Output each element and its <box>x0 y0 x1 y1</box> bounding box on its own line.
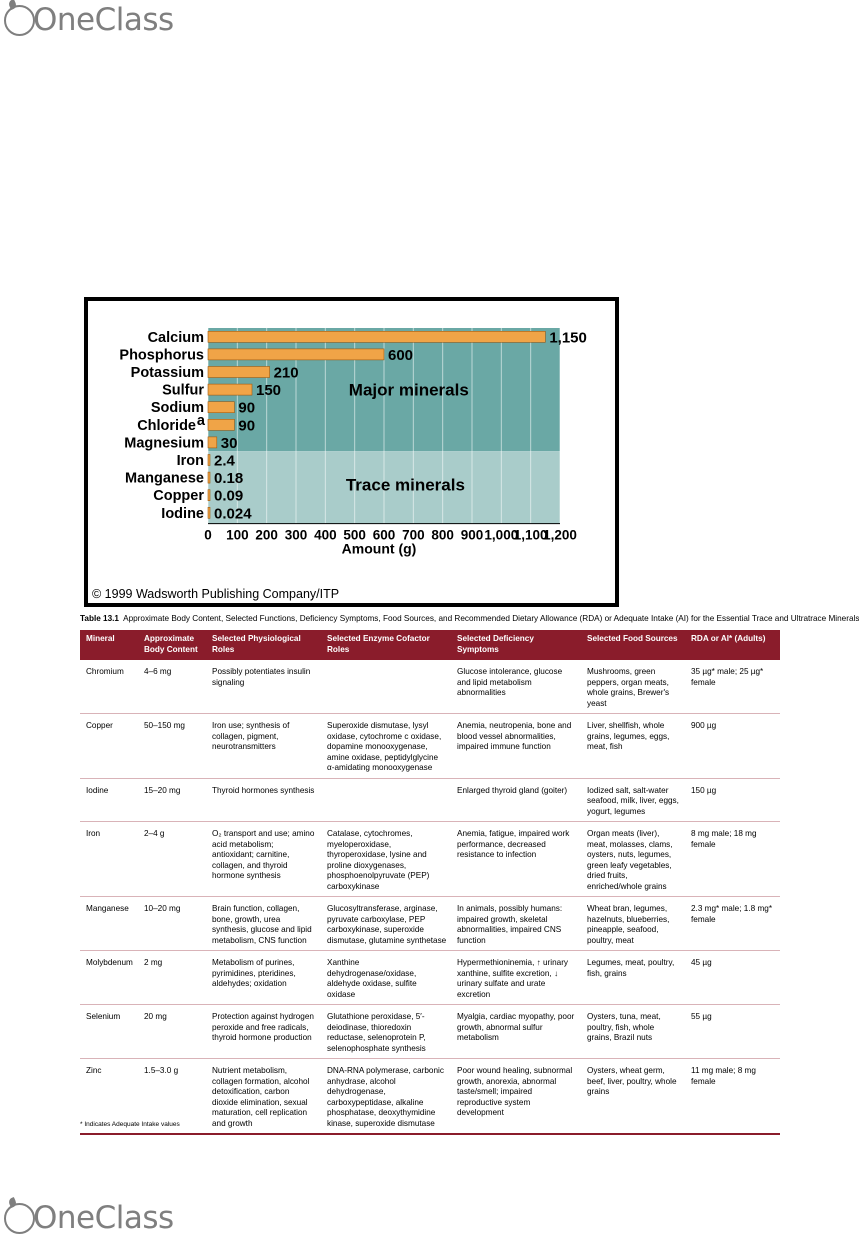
cell-rda: 55 µg <box>685 1005 780 1059</box>
cell-enzyme-roles: Glucosyltransferase, arginase, pyruvate carboxylase, PEP carboxykinase, superoxide dismutase, glutamine synthetase <box>321 897 451 951</box>
table-caption-text: Approximate Body Content, Selected Functions, Deficiency Symptoms, Food Sources, and Recommended Dietary Allowance (RDA) or Adequate Intake (AI) for the Essential Trace and Ultratrace Minerals <box>123 614 859 623</box>
table-row <box>80 1005 780 1059</box>
cell-deficiency-symptoms: In animals, possibly humans: impaired growth, skeletal abnormalities, impaired CNS function <box>451 897 581 951</box>
cell-rda: 45 µg <box>685 951 780 1005</box>
table-row <box>80 660 780 714</box>
value-label: 90 <box>238 417 256 435</box>
cell-enzyme-roles: Superoxide dismutase, lysyl oxidase, cytochrome c oxidase, dopamine monooxygenase, amine oxidase, peptidylglycine α-amidating monooxygenase <box>321 714 451 779</box>
cell-enzyme-roles <box>321 778 451 822</box>
value-label: 0.18 <box>214 470 244 488</box>
trace-minerals-table <box>80 630 780 1135</box>
group-label: Trace minerals <box>345 475 465 495</box>
cell-physiological-roles: Brain function, collagen, bone, growth, urea synthesis, glucose and lipid metabolism, CNS function <box>206 897 321 951</box>
value-label: 1,150 <box>549 329 587 347</box>
cell-food-sources: Liver, shellfish, whole grains, legumes, eggs, meat, fish <box>581 714 685 779</box>
cell-mineral: Copper <box>80 714 138 779</box>
cell-physiological-roles: Metabolism of purines, pyrimidines, pteridines, aldehydes; oxidation <box>206 951 321 1005</box>
bar <box>208 349 384 360</box>
x-tick-label: 0 <box>204 527 212 543</box>
column-header-mineral: Mineral <box>80 630 138 660</box>
column-header-food-sources: Selected Food Sources <box>581 630 685 660</box>
cell-body-content: 2 mg <box>138 951 206 1005</box>
x-tick-label: 700 <box>402 527 425 543</box>
cell-physiological-roles: Nutrient metabolism, collagen formation, alcohol detoxification, carbon dioxide elimination, sexual maturation, cell replication and growth <box>206 1059 321 1135</box>
bar <box>208 455 210 466</box>
bar <box>208 384 252 395</box>
table-row <box>80 822 780 897</box>
cell-rda: 900 µg <box>685 714 780 779</box>
table-caption <box>80 614 859 623</box>
cell-body-content: 10–20 mg <box>138 897 206 951</box>
cell-deficiency-symptoms: Myalgia, cardiac myopathy, poor growth, abnormal sulfur metabolism <box>451 1005 581 1059</box>
bar <box>208 367 270 378</box>
chart-copyright: © 1999 Wadsworth Publishing Company/ITP <box>92 587 340 601</box>
cell-food-sources: Oysters, wheat germ, beef, liver, poultry, whole grains <box>581 1059 685 1135</box>
cell-body-content: 15–20 mg <box>138 778 206 822</box>
cell-body-content: 50–150 mg <box>138 714 206 779</box>
bar <box>208 331 545 342</box>
cell-enzyme-roles: Xanthine dehydrogenase/oxidase, aldehyde oxidase, sulfite oxidase <box>321 951 451 1005</box>
logo-text: OneClass <box>33 2 174 38</box>
column-header-body-content: Approximate Body Content <box>138 630 206 660</box>
cell-physiological-roles: Iron use; synthesis of collagen, pigment, neurotransmitters <box>206 714 321 779</box>
cell-body-content: 2–4 g <box>138 822 206 897</box>
cell-food-sources: Iodized salt, salt-water seafood, milk, liver, eggs, yogurt, legumes <box>581 778 685 822</box>
cell-mineral: Iodine <box>80 778 138 822</box>
column-header-deficiency-symptoms: Selected Deficiency Symptoms <box>451 630 581 660</box>
cell-mineral: Selenium <box>80 1005 138 1059</box>
bar <box>208 402 234 413</box>
cell-mineral: Iron <box>80 822 138 897</box>
category-label: Iron <box>176 453 204 469</box>
bar <box>208 490 210 501</box>
x-tick-label: 300 <box>284 527 308 543</box>
chart-canvas <box>88 301 615 603</box>
cell-body-content: 1.5–3.0 g <box>138 1059 206 1135</box>
x-tick-label: 1,000 <box>484 527 519 543</box>
table-row <box>80 714 780 779</box>
bar <box>208 419 234 430</box>
value-label: 0.09 <box>214 487 244 505</box>
cell-food-sources: Legumes, meat, poultry, fish, grains <box>581 951 685 1005</box>
cell-rda: 150 µg <box>685 778 780 822</box>
x-tick-label: 500 <box>343 527 366 543</box>
cell-physiological-roles: Possibly potentiates insulin signaling <box>206 660 321 714</box>
column-header-rda: RDA or AI* (Adults) <box>685 630 780 660</box>
x-axis-title: Amount (g) <box>341 540 417 557</box>
oneclass-leaf-icon <box>4 1203 35 1234</box>
category-label: Chloride <box>137 417 196 434</box>
value-label: 0.024 <box>214 505 252 523</box>
cell-food-sources: Mushrooms, green peppers, organ meats, whole grains, Brewer's yeast <box>581 660 685 714</box>
value-label: 210 <box>273 364 299 382</box>
bar <box>208 437 217 448</box>
group-label: Major minerals <box>348 380 469 400</box>
oneclass-logo <box>4 2 174 38</box>
oneclass-logo-footer <box>4 1200 174 1236</box>
category-label: Magnesium <box>124 435 204 452</box>
category-label: Potassium <box>130 365 204 381</box>
table-row <box>80 897 780 951</box>
cell-enzyme-roles <box>321 660 451 714</box>
cell-enzyme-roles: Catalase, cytochromes, myeloperoxidase, thyroperoxidase, lysine and proline dioxygenases, phosphoenolpyruvate (PEP) carboxykinase <box>321 822 451 897</box>
category-label: Manganese <box>125 470 204 487</box>
value-label: 150 <box>256 382 282 400</box>
cell-enzyme-roles: Glutathione peroxidase, 5′-deiodinase, thioredoxin reductase, selenoprotein P, selenophosphate synthesis <box>321 1005 451 1059</box>
table-row <box>80 1059 780 1135</box>
category-label: Calcium <box>147 329 204 346</box>
bar <box>208 507 210 518</box>
category-label: Iodine <box>161 505 204 522</box>
cell-mineral: Zinc <box>80 1059 138 1135</box>
cell-body-content: 4–6 mg <box>138 660 206 714</box>
cell-food-sources: Organ meats (liver), meat, molasses, clams, oysters, nuts, legumes, green leafy vegetables, dried fruits, enriched/whole grains <box>581 822 685 897</box>
x-tick-label: 1,200 <box>543 527 577 543</box>
cell-deficiency-symptoms: Hypermethioninemia, ↑ urinary xanthine, sulfite excretion, ↓ urinary sulfate and urate excretion <box>451 951 581 1005</box>
cell-physiological-roles: O₂ transport and use; amino acid metabolism; antioxidant; carnitine, collagen, and thyroid hormone synthesis <box>206 822 321 897</box>
x-tick-label: 1,100 <box>513 527 548 543</box>
category-label: Sodium <box>150 400 204 417</box>
table-header-row <box>80 630 780 660</box>
cell-physiological-roles: Thyroid hormones synthesis <box>206 778 321 822</box>
column-header-enzyme-roles: Selected Enzyme Cofactor Roles <box>321 630 451 660</box>
cell-rda: 11 mg male; 8 mg female <box>685 1059 780 1135</box>
x-tick-label: 900 <box>460 527 484 543</box>
cell-food-sources: Wheat bran, legumes, hazelnuts, blueberries, pineapple, seafood, poultry, meat <box>581 897 685 951</box>
x-tick-label: 100 <box>226 527 249 543</box>
cell-deficiency-symptoms: Anemia, fatigue, impaired work performance, decreased resistance to infection <box>451 822 581 897</box>
cell-rda: 8 mg male; 18 mg female <box>685 822 780 897</box>
column-header-physiological-roles: Selected Physiological Roles <box>206 630 321 660</box>
category-label: Copper <box>153 488 204 505</box>
value-label: 30 <box>220 434 238 452</box>
mineral-content-chart <box>84 297 619 607</box>
x-tick-label: 800 <box>431 527 454 543</box>
x-tick-label: 600 <box>372 527 396 543</box>
table-row <box>80 778 780 822</box>
oneclass-leaf-icon <box>4 5 35 36</box>
cell-body-content: 20 mg <box>138 1005 206 1059</box>
bar <box>208 472 210 483</box>
x-tick-label: 200 <box>255 527 278 543</box>
value-label: 600 <box>388 346 414 364</box>
cell-mineral: Manganese <box>80 897 138 951</box>
cell-rda: 2.3 mg* male; 1.8 mg* female <box>685 897 780 951</box>
category-superscript: a <box>196 412 205 429</box>
cell-food-sources: Oysters, tuna, meat, poultry, fish, whole grains, Brazil nuts <box>581 1005 685 1059</box>
table-caption-label: Table 13.1 <box>80 614 119 623</box>
cell-deficiency-symptoms: Poor wound healing, subnormal growth, anorexia, abnormal taste/smell; impaired reproductive system development <box>451 1059 581 1135</box>
cell-deficiency-symptoms: Enlarged thyroid gland (goiter) <box>451 778 581 822</box>
table-footnote: * Indicates Adequate Intake values <box>80 1121 180 1128</box>
category-label: Sulfur <box>162 382 204 399</box>
category-label: Phosphorus <box>119 347 204 364</box>
cell-physiological-roles: Protection against hydrogen peroxide and free radicals, thyroid hormone production <box>206 1005 321 1059</box>
cell-enzyme-roles: DNA-RNA polymerase, carbonic anhydrase, alcohol dehydrogenase, carboxypeptidase, alkaline phosphatase, deoxythymidine kinase, superoxide dismutase <box>321 1059 451 1135</box>
x-tick-label: 400 <box>314 527 337 543</box>
cell-rda: 35 µg* male; 25 µg* female <box>685 660 780 714</box>
cell-deficiency-symptoms: Glucose intolerance, glucose and lipid metabolism abnormalities <box>451 660 581 714</box>
cell-mineral: Chromium <box>80 660 138 714</box>
logo-text: OneClass <box>33 1200 174 1236</box>
value-label: 90 <box>238 399 256 417</box>
cell-deficiency-symptoms: Anemia, neutropenia, bone and blood vessel abnormalities, impaired immune function <box>451 714 581 779</box>
table-row <box>80 951 780 1005</box>
value-label: 2.4 <box>214 452 235 470</box>
cell-mineral: Molybdenum <box>80 951 138 1005</box>
